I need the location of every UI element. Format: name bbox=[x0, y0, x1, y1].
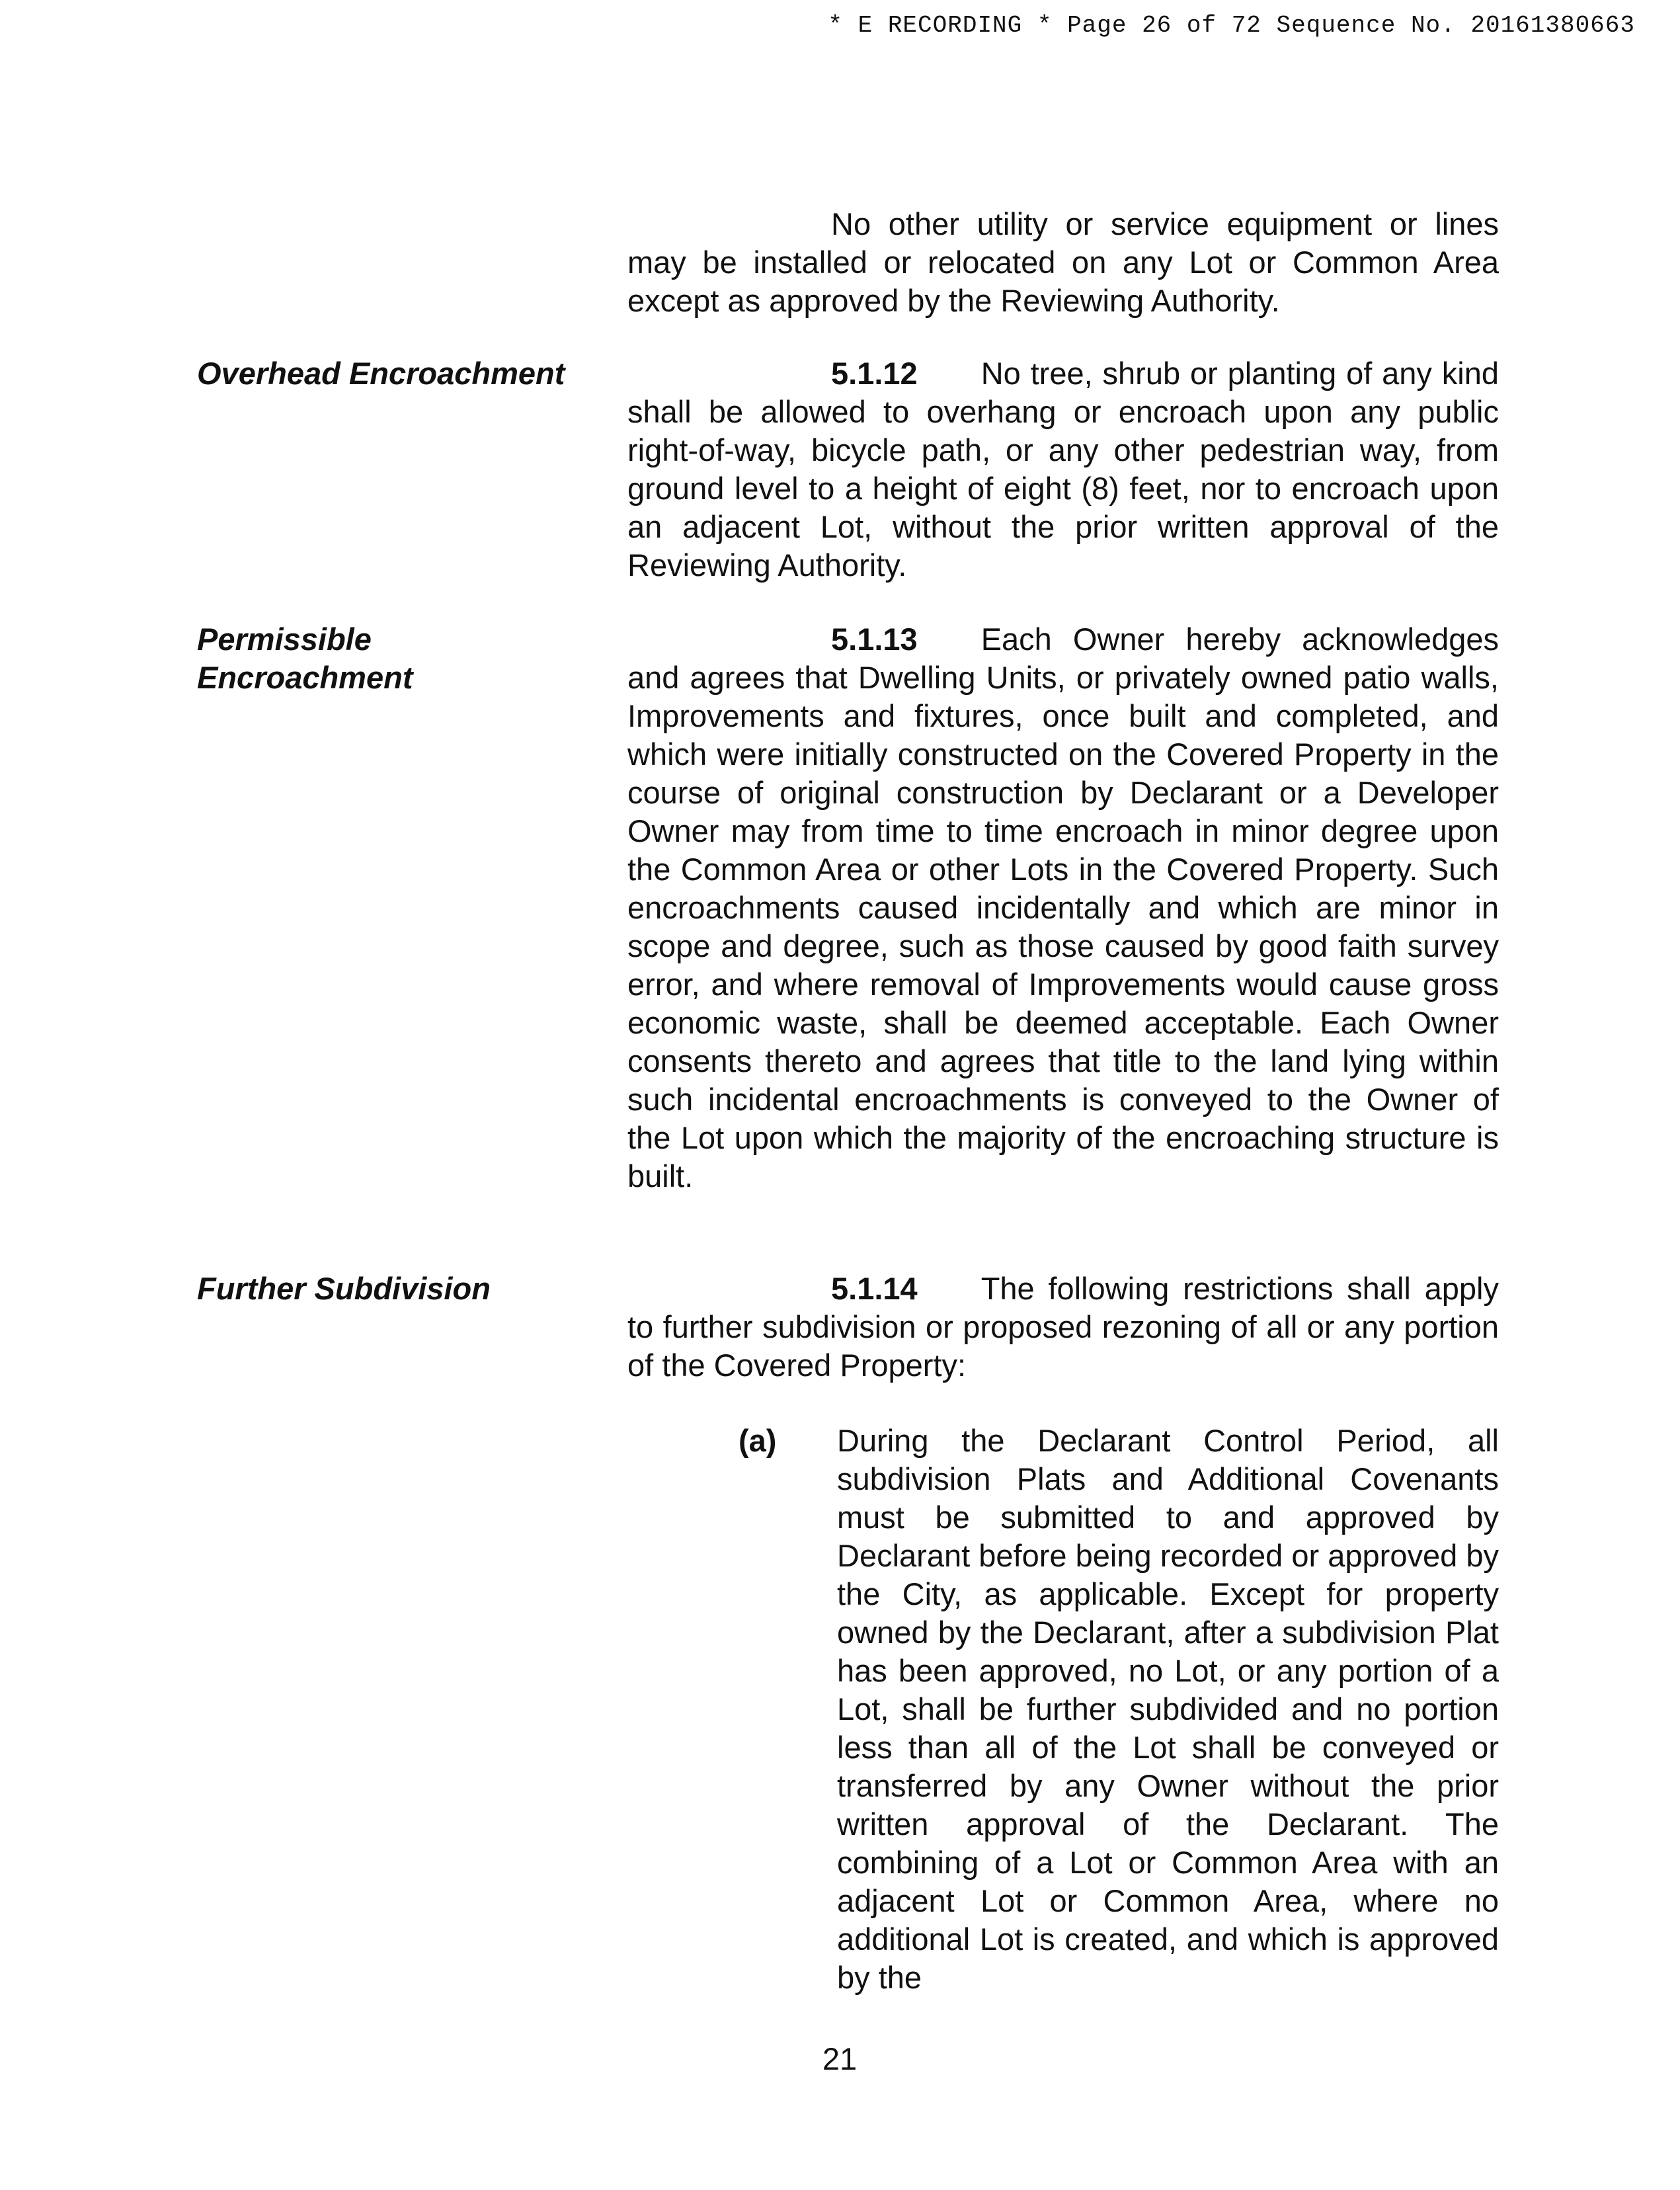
margin-heading-line: Permissible bbox=[197, 622, 372, 657]
section-text: Each Owner hereby acknowledges and agrees that Dwelling Units, or privately owned patio walls, Improvements and fixtures, once built and completed, and which were initially constructed on the Covered Property in the course of original construction by Declarant or a Developer Owner may from time to time encroach in minor degree upon the Common Area or other Lots in the Covered Property. Such encroachments caused incidentally and which are minor in scope and degree, such as those caused by good faith survey error, and where removal of Improvements would cause gross economic waste, shall be deemed acceptable. Each Owner consents thereto and agrees that title to the land lying within such incidental encroachments is conveyed to the Owner of the Lot upon which the majority of the encroaching structure is built. bbox=[627, 622, 1499, 1194]
section-5-1-14 bbox=[627, 1270, 1499, 1385]
margin-heading-overhead-encroachment: Overhead Encroachment bbox=[197, 356, 565, 391]
section-number: 5.1.13 bbox=[831, 622, 918, 657]
margin-heading-permissible-encroachment bbox=[197, 620, 413, 697]
section-5-1-12 bbox=[627, 354, 1499, 585]
section-5-1-13 bbox=[627, 620, 1499, 1196]
section-number: 5.1.12 bbox=[831, 356, 918, 391]
subitem-text: During the Declarant Control Period, all subdivision Plats and Additional Covenants must be submitted to and approved by Declarant before being recorded or approved by the City, as applicable. Except for property owned by the Declarant, after a subdivision Plat has been approved, no Lot, or any portion of a Lot, shall be further subdivided and no portion less than all of the Lot shall be conveyed or transferred by any Owner without the prior written approval of the Declarant. The combining of a Lot or Common Area with an adjacent Lot or Common Area, where no additional Lot is created, and which is approved by the bbox=[837, 1423, 1499, 1995]
section-text: No tree, shrub or planting of any kind shall be allowed to overhang or encroach upon any public right-of-way, bicycle path, or any other pedestrian way, from ground level to a height of eight (8) feet, nor to encroach upon an adjacent Lot, without the prior written approval of the Reviewing Authority. bbox=[627, 356, 1499, 583]
subitem-label: (a) bbox=[739, 1423, 777, 1458]
section-number: 5.1.14 bbox=[831, 1271, 918, 1306]
page-number: 21 bbox=[822, 2041, 858, 2076]
section-text: The following restrictions shall apply to further subdivision or proposed rezoning of all or any portion of the Covered Property: bbox=[627, 1271, 1499, 1383]
margin-heading-line: Encroachment bbox=[197, 660, 413, 695]
margin-heading-further-subdivision: Further Subdivision bbox=[197, 1271, 491, 1306]
recording-header: * E RECORDING * Page 26 of 72 Sequence No. 20161380663 bbox=[828, 12, 1635, 39]
continuation-paragraph: No other utility or service equipment or lines may be installed or relocated on any Lot or Common Area except as approved by the Reviewing Authority. bbox=[627, 206, 1499, 318]
